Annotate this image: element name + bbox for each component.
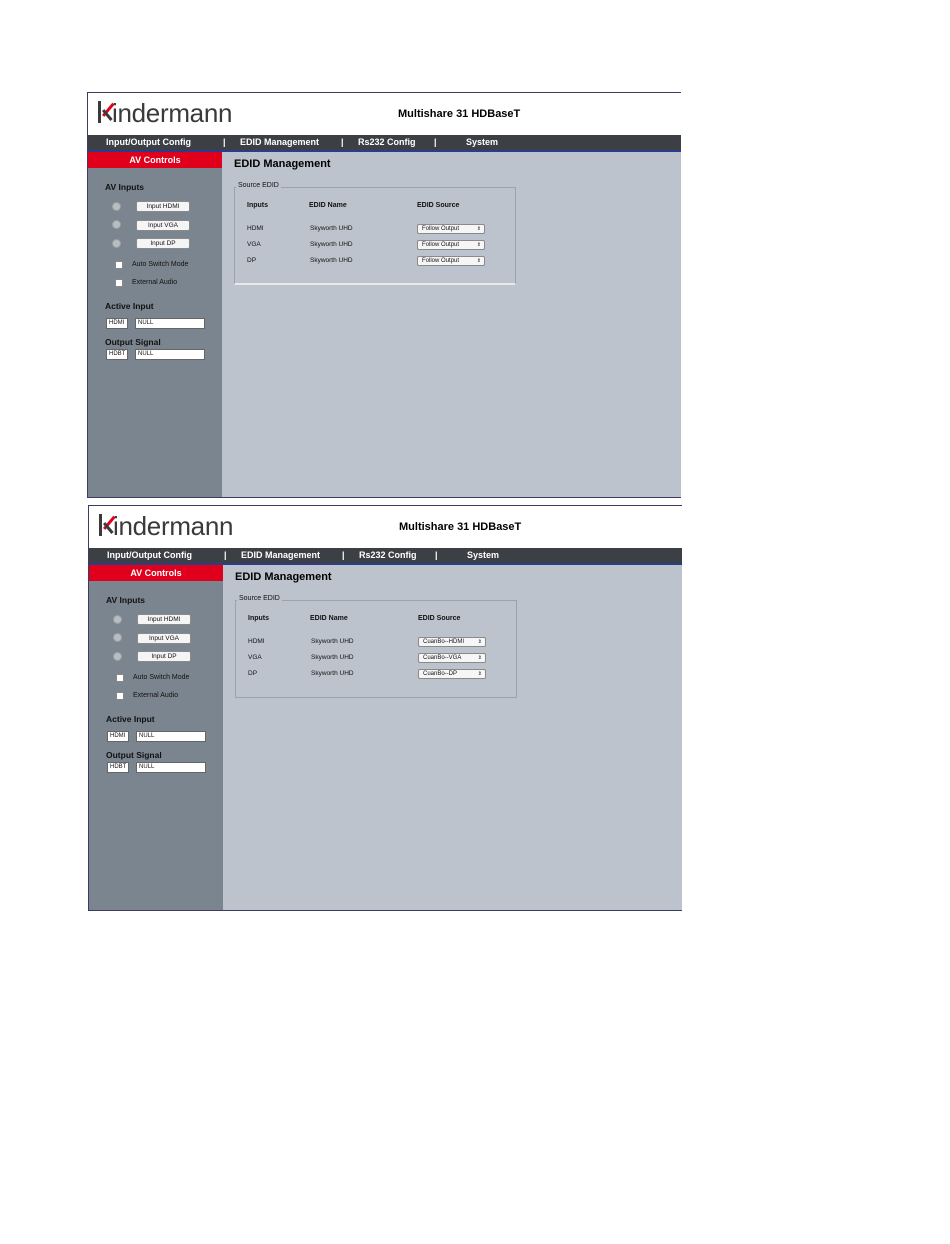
screenshot-2 xyxy=(88,505,682,911)
active-input-type: HDMI xyxy=(107,731,129,742)
brand-bar xyxy=(88,93,681,135)
auto-switch-checkbox[interactable] xyxy=(115,261,123,269)
kindermann-logo: indermann xyxy=(98,95,232,127)
screenshot-1 xyxy=(87,92,681,498)
main-panel xyxy=(223,565,682,911)
select-arrows-icon: ⇕ xyxy=(477,655,482,661)
auto-switch-checkbox[interactable] xyxy=(116,674,124,682)
external-audio-label: External Audio xyxy=(133,692,179,699)
page-title: EDID Management xyxy=(235,571,332,583)
auto-switch-label: Auto Switch Mode xyxy=(132,261,189,268)
source-edid-legend: Source EDID xyxy=(238,182,279,189)
radio-hdmi[interactable] xyxy=(112,202,121,211)
row-input: VGA xyxy=(247,241,261,248)
active-input-heading: Active Input xyxy=(106,714,155,724)
output-signal-heading: Output Signal xyxy=(105,337,161,347)
select-arrows-icon: ⇕ xyxy=(477,639,482,645)
product-title: Multishare 31 HDBaseT xyxy=(398,108,521,120)
col-edid-source: EDID Source xyxy=(417,202,460,209)
select-arrows-icon: ⇕ xyxy=(476,242,481,248)
product-title: Multishare 31 HDBaseT xyxy=(399,521,522,533)
radio-vga[interactable] xyxy=(113,633,122,642)
row-edid-name: Skyworth UHD xyxy=(310,241,353,248)
nav-input-output-config[interactable]: Input/Output Config xyxy=(107,550,192,560)
output-signal-heading: Output Signal xyxy=(106,750,162,760)
input-hdmi-button[interactable]: Input HDMI xyxy=(136,201,190,212)
sidebar xyxy=(89,565,223,911)
row-input: VGA xyxy=(248,654,262,661)
av-inputs-heading: AV Inputs xyxy=(105,182,145,192)
page-title: EDID Management xyxy=(234,158,331,170)
av-inputs-heading: AV Inputs xyxy=(106,595,146,605)
logo-k-mark xyxy=(98,95,108,123)
edid-source-select[interactable] xyxy=(417,240,485,250)
row-edid-name: Skyworth UHD xyxy=(310,257,353,264)
radio-vga[interactable] xyxy=(112,220,121,229)
source-edid-group xyxy=(234,182,516,285)
radio-dp[interactable] xyxy=(113,652,122,661)
input-vga-button[interactable]: Input VGA xyxy=(136,220,190,231)
output-signal-type: HDBT xyxy=(106,349,128,360)
source-edid-group xyxy=(235,595,517,698)
nav-input-output-config[interactable]: Input/Output Config xyxy=(106,137,191,147)
edid-source-select[interactable] xyxy=(417,224,485,234)
edid-source-value: CuanBo--DP xyxy=(423,671,458,677)
edid-source-value: Follow Output xyxy=(422,258,460,264)
col-inputs: Inputs xyxy=(248,615,269,622)
external-audio-checkbox[interactable] xyxy=(116,692,124,700)
radio-hdmi[interactable] xyxy=(113,615,122,624)
nav-separator: | xyxy=(223,137,226,147)
col-edid-name: EDID Name xyxy=(310,615,348,622)
row-edid-name: Skyworth UHD xyxy=(311,670,354,677)
main-panel xyxy=(222,152,681,498)
active-input-value: NULL xyxy=(135,318,205,329)
nav-separator: | xyxy=(342,550,345,560)
edid-source-select[interactable] xyxy=(417,256,485,266)
row-input: HDMI xyxy=(248,638,265,645)
row-input: DP xyxy=(247,257,257,264)
av-controls-header: AV Controls xyxy=(89,565,223,581)
nav-system[interactable]: System xyxy=(466,137,499,147)
output-signal-type: HDBT xyxy=(107,762,129,773)
top-nav xyxy=(88,135,681,152)
active-input-value: NULL xyxy=(136,731,206,742)
edid-source-select[interactable] xyxy=(418,669,486,679)
auto-switch-label: Auto Switch Mode xyxy=(133,674,190,681)
edid-source-select[interactable] xyxy=(418,653,486,663)
nav-separator: | xyxy=(434,137,437,147)
nav-separator: | xyxy=(341,137,344,147)
nav-separator: | xyxy=(435,550,438,560)
brand-bar xyxy=(89,506,682,548)
col-edid-name: EDID Name xyxy=(309,202,347,209)
select-arrows-icon: ⇕ xyxy=(477,671,482,677)
nav-system[interactable]: System xyxy=(467,550,500,560)
source-edid-legend: Source EDID xyxy=(239,595,280,602)
edid-source-value: CuanBo--HDMI xyxy=(423,639,465,645)
active-input-heading: Active Input xyxy=(105,301,154,311)
edid-source-select[interactable] xyxy=(418,637,486,647)
select-arrows-icon: ⇕ xyxy=(476,258,481,264)
logo-k-mark xyxy=(99,508,109,536)
sidebar xyxy=(88,152,222,498)
input-vga-button[interactable]: Input VGA xyxy=(137,633,191,644)
col-edid-source: EDID Source xyxy=(418,615,461,622)
top-nav xyxy=(89,548,682,565)
input-hdmi-button[interactable]: Input HDMI xyxy=(137,614,191,625)
active-input-type: HDMI xyxy=(106,318,128,329)
edid-source-value: CuanBo--VGA xyxy=(423,655,462,661)
nav-separator: | xyxy=(224,550,227,560)
col-inputs: Inputs xyxy=(247,202,268,209)
external-audio-label: External Audio xyxy=(132,279,178,286)
av-controls-header: AV Controls xyxy=(88,152,222,168)
row-edid-name: Skyworth UHD xyxy=(311,654,354,661)
nav-edid-management[interactable]: EDID Management xyxy=(241,550,321,560)
nav-rs232-config[interactable]: Rs232 Config xyxy=(358,137,416,147)
input-dp-button[interactable]: Input DP xyxy=(136,238,190,249)
row-input: DP xyxy=(248,670,258,677)
external-audio-checkbox[interactable] xyxy=(115,279,123,287)
select-arrows-icon: ⇕ xyxy=(476,226,481,232)
row-edid-name: Skyworth UHD xyxy=(311,638,354,645)
kindermann-logo: indermann xyxy=(99,508,233,540)
row-input: HDMI xyxy=(247,225,264,232)
output-signal-value: NULL xyxy=(136,762,206,773)
row-edid-name: Skyworth UHD xyxy=(310,225,353,232)
radio-dp[interactable] xyxy=(112,239,121,248)
edid-source-value: Follow Output xyxy=(422,242,460,248)
nav-edid-management[interactable]: EDID Management xyxy=(240,137,320,147)
input-dp-button[interactable]: Input DP xyxy=(137,651,191,662)
edid-source-value: Follow Output xyxy=(422,226,460,232)
nav-rs232-config[interactable]: Rs232 Config xyxy=(359,550,417,560)
output-signal-value: NULL xyxy=(135,349,205,360)
